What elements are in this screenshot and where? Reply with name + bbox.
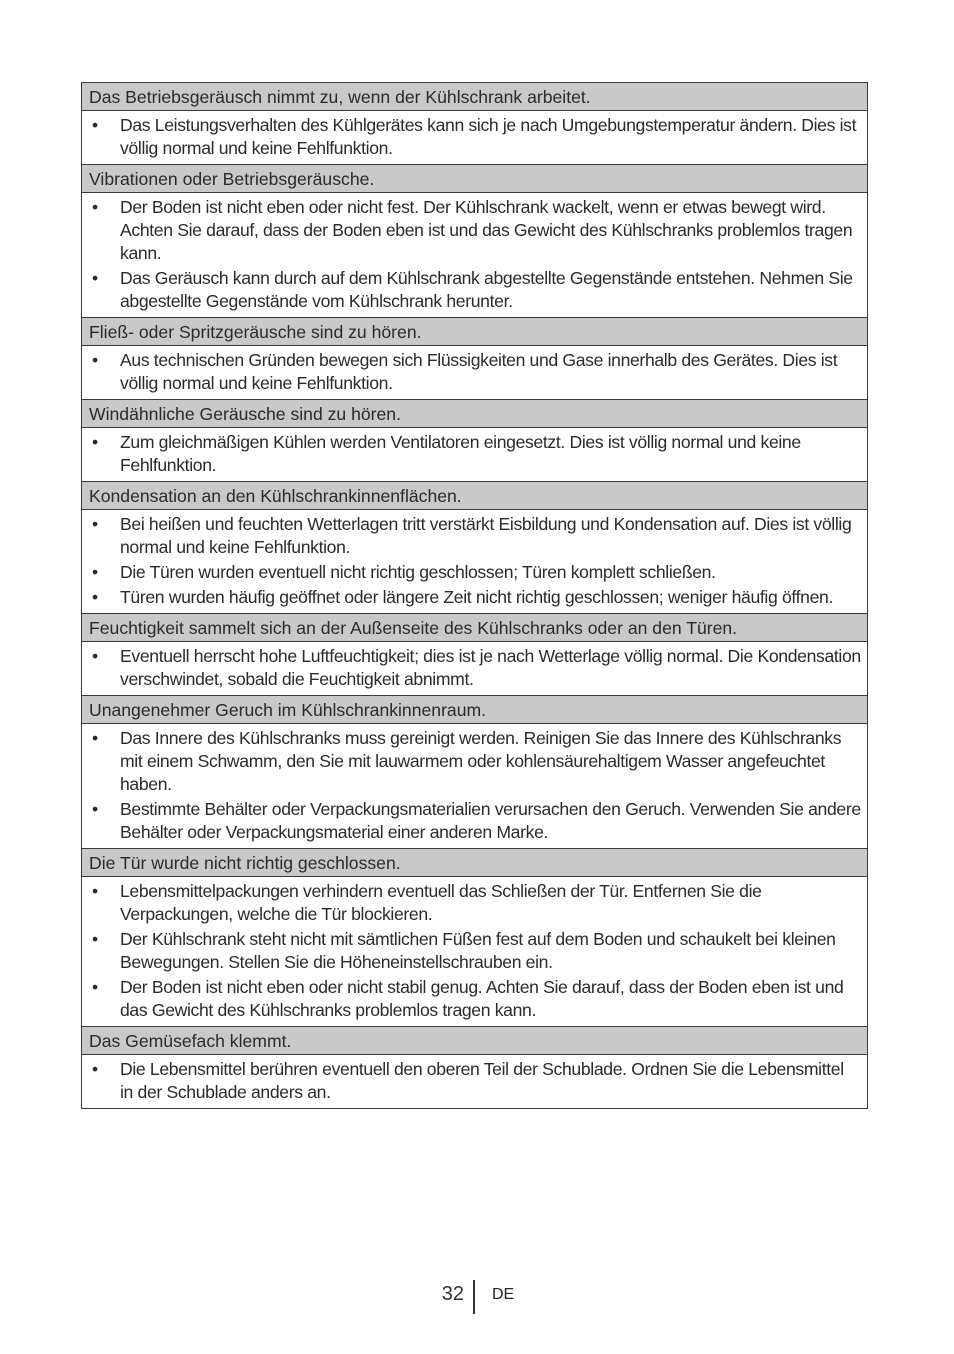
list-item <box>89 645 861 691</box>
list-item-text: Aus technischen Gründen bewegen sich Flüssigkeiten und Gase innerhalb des Gerätes. Dies ist völlig normal und keine Fehlfunktion. <box>120 350 838 393</box>
bullet-icon: • <box>92 197 98 217</box>
list-item <box>89 880 861 926</box>
language-code: DE <box>492 1286 515 1303</box>
section-body <box>82 877 867 1027</box>
bullet-icon: • <box>92 587 98 607</box>
section-header: Das Gemüsefach klemmt. <box>82 1027 867 1055</box>
section-body <box>82 642 867 696</box>
section-body <box>82 193 867 318</box>
list-item-text: Lebensmittelpackungen verhindern eventuell das Schließen der Tür. Entfernen Sie die Verpackungen, welche die Tür blockieren. <box>120 881 762 924</box>
bullet-icon: • <box>92 728 98 748</box>
list-item-text: Bei heißen und feuchten Wetterlagen tritt verstärkt Eisbildung und Kondensation auf. Dies ist völlig normal und keine Fehlfunktion. <box>120 514 852 557</box>
bullet-icon: • <box>92 799 98 819</box>
list-item-text: Der Boden ist nicht eben oder nicht fest. Der Kühlschrank wackelt, wenn er etwas bewegt wird. Achten Sie darauf, dass der Boden eben ist und das Gewicht des Kühlschranks problemlos tragen kann. <box>120 197 853 263</box>
list-item <box>89 798 861 844</box>
list-item <box>89 431 861 477</box>
list-item-text: Das Innere des Kühlschranks muss gereinigt werden. Reinigen Sie das Innere des Kühlschranks mit einem Schwamm, den Sie mit lauwarmem oder kohlensäurehaltigem Wasser angefeuchtet haben. <box>120 728 842 794</box>
bullet-icon: • <box>92 929 98 949</box>
bullet-icon: • <box>92 1059 98 1079</box>
list-item <box>89 976 861 1022</box>
list-item-text: Das Geräusch kann durch auf dem Kühlschrank abgestellte Gegenstände entstehen. Nehmen Sie abgestellte Gegenstände vom Kühlschrank herunter. <box>120 268 853 311</box>
list-item-text: Türen wurden häufig geöffnet oder längere Zeit nicht richtig geschlossen; weniger häufig öffnen. <box>120 587 833 607</box>
list-item <box>89 349 861 395</box>
section-body <box>82 1055 867 1108</box>
list-item <box>89 267 861 313</box>
bullet-icon: • <box>92 432 98 452</box>
bullet-icon: • <box>92 514 98 534</box>
section-header: Kondensation an den Kühlschrankinnenflächen. <box>82 482 867 510</box>
section-header: Unangenehmer Geruch im Kühlschrankinnenraum. <box>82 696 867 724</box>
list-item-text: Die Türen wurden eventuell nicht richtig geschlossen; Türen komplett schließen. <box>120 562 716 582</box>
list-item-text: Zum gleichmäßigen Kühlen werden Ventilatoren eingesetzt. Dies ist völlig normal und keine Fehlfunktion. <box>120 432 801 475</box>
section-body <box>82 510 867 614</box>
list-item <box>89 513 861 559</box>
list-item-text: Eventuell herrscht hohe Luftfeuchtigkeit; dies ist je nach Wetterlage völlig normal. Die Kondensation verschwindet, sobald die Feuchtigkeit abnimmt. <box>120 646 861 689</box>
section-header: Windähnliche Geräusche sind zu hören. <box>82 400 867 428</box>
section-header: Feuchtigkeit sammelt sich an der Außenseite des Kühlschranks oder an den Türen. <box>82 614 867 642</box>
section-header: Vibrationen oder Betriebsgeräusche. <box>82 165 867 193</box>
list-item <box>89 561 861 584</box>
list-item-text: Die Lebensmittel berühren eventuell den oberen Teil der Schublade. Ordnen Sie die Lebensmittel in der Schublade anders an. <box>120 1059 844 1102</box>
list-item-text: Bestimmte Behälter oder Verpackungsmaterialien verursachen den Geruch. Verwenden Sie andere Behälter oder Verpackungsmaterial einer anderen Marke. <box>120 799 861 842</box>
section-body <box>82 428 867 482</box>
list-item <box>89 114 861 160</box>
list-item-text: Der Kühlschrank steht nicht mit sämtlichen Füßen fest auf dem Boden und schaukelt bei kleinen Bewegungen. Stellen Sie die Höheneinstellschrauben ein. <box>120 929 836 972</box>
list-item <box>89 586 861 609</box>
bullet-icon: • <box>92 115 98 135</box>
list-item <box>89 928 861 974</box>
troubleshooting-table <box>81 82 868 1109</box>
bullet-icon: • <box>92 977 98 997</box>
section-header: Fließ- oder Spritzgeräusche sind zu hören. <box>82 318 867 346</box>
list-item-text: Das Leistungsverhalten des Kühlgerätes kann sich je nach Umgebungstemperatur ändern. Dies ist völlig normal und keine Fehlfunktion. <box>120 115 857 158</box>
list-item <box>89 727 861 796</box>
list-item-text: Der Boden ist nicht eben oder nicht stabil genug. Achten Sie darauf, dass der Boden eben ist und das Gewicht des Kühlschranks problemlos tragen kann. <box>120 977 844 1020</box>
bullet-icon: • <box>92 881 98 901</box>
section-body <box>82 724 867 849</box>
section-header: Die Tür wurde nicht richtig geschlossen. <box>82 849 867 877</box>
section-header: Das Betriebsgeräusch nimmt zu, wenn der Kühlschrank arbeitet. <box>82 83 867 111</box>
bullet-icon: • <box>92 562 98 582</box>
section-body <box>82 346 867 400</box>
bullet-icon: • <box>92 646 98 666</box>
bullet-icon: • <box>92 268 98 288</box>
page-footer <box>0 1280 954 1316</box>
page-number: 32 <box>441 1283 464 1305</box>
footer-divider <box>473 1280 475 1314</box>
bullet-icon: • <box>92 350 98 370</box>
list-item <box>89 1058 861 1104</box>
section-body <box>82 111 867 165</box>
list-item <box>89 196 861 265</box>
